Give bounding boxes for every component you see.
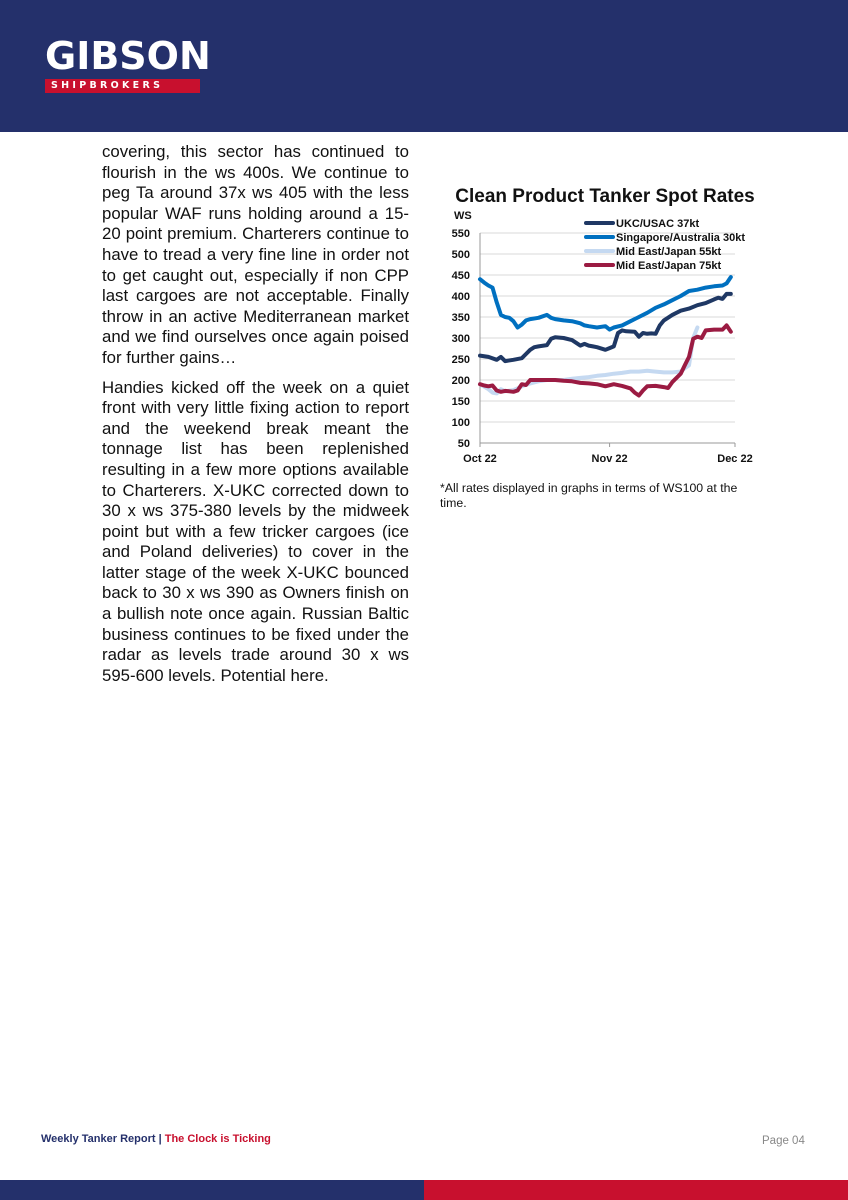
legend-label: Singapore/Australia 30kt: [616, 232, 745, 244]
footer-report-title: [41, 1133, 271, 1145]
y-tick-label: 500: [451, 249, 470, 261]
footer-tagline: The Clock is Ticking: [164, 1133, 271, 1145]
footer-report-name: Weekly Tanker Report: [41, 1133, 156, 1145]
page-number: Page 04: [762, 1135, 805, 1147]
brand-logo-text: GIBSON: [45, 34, 211, 78]
legend-label: Mid East/Japan 55kt: [616, 246, 722, 258]
series-line: [480, 277, 731, 330]
x-tick-label: Dec 22: [717, 453, 753, 465]
brand-sub-label: SHIPBROKERS: [45, 79, 200, 93]
y-tick-label: 300: [451, 333, 470, 345]
x-tick-label: Oct 22: [463, 453, 497, 465]
y-tick-label: 400: [451, 291, 470, 303]
y-axis-label: WS: [454, 210, 472, 222]
chart-footnote: *All rates displayed in graphs in terms of WS100 at the time.: [440, 481, 738, 510]
y-tick-label: 150: [451, 396, 470, 408]
x-tick-label: Nov 22: [591, 453, 628, 465]
y-tick-label: 450: [451, 270, 470, 282]
y-tick-label: 250: [451, 354, 470, 366]
article-paragraph: covering, this sector has continued to flourish in the ws 400s. We continue to peg Ta around 37x ws 405 with the less popular WAF runs holding around a 15-20 point premium. Charterers continue to have to tread a very fine line in order not to get caught out, especially if non CPP last cargoes are not acceptable. Finally throw in an active Mediterranean market and we find ourselves once again poised for further gains…: [102, 142, 409, 367]
footer-separator: |: [158, 1133, 162, 1145]
chart-title: Clean Product Tanker Spot Rates: [455, 186, 755, 207]
y-tick-label: 550: [451, 228, 470, 240]
y-tick-label: 50: [457, 438, 470, 450]
article-paragraph: Handies kicked off the week on a quiet front with very little fixing action to report and the weekend break meant the tonnage list has been replenished resulting in a few more options available to Charterers. X-UKC corrected down to 30 x ws 375-380 levels by the midweek point but with a few tricker cargoes (ice and Poland deliveries) to cover in the latter stage of the week X-UKC bounced back to 30 x ws 390 as Owners finish on a bullish note once again. Russian Baltic business continues to be fixed under the radar as levels trade around 30 x ws 595-600 levels. Potential here.: [102, 377, 409, 685]
article-column: [102, 142, 409, 695]
legend-label: Mid East/Japan 75kt: [616, 260, 722, 272]
header-banner: [0, 0, 848, 132]
footer-bar-red: [424, 1180, 848, 1200]
y-tick-label: 350: [451, 312, 470, 324]
footer-bar-navy: [0, 1180, 424, 1200]
spot-rates-chart: [440, 206, 765, 468]
y-tick-label: 200: [451, 375, 470, 387]
legend-label: UKC/USAC 37kt: [616, 218, 700, 230]
y-tick-label: 100: [451, 417, 470, 429]
